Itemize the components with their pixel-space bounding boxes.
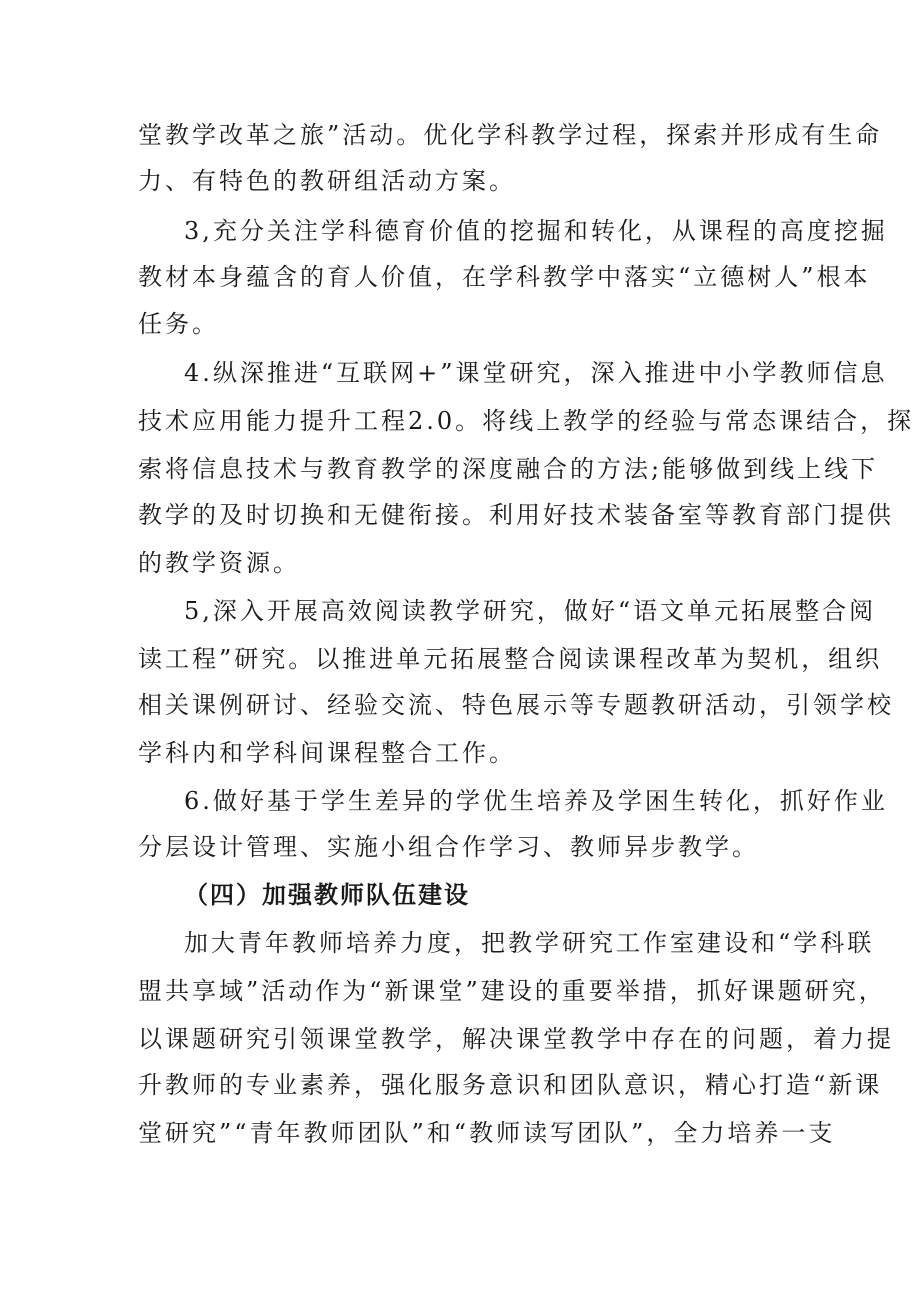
paragraph-start-line: 5,深入开展高效阅读教学研究，做好“语文单元拓展整合阅 xyxy=(184,597,877,625)
paragraph-start-line: 3,充分关注学科德育价值的挖掘和转化，从课程的高度挖掘 xyxy=(184,217,888,245)
text-line: 堂教学改革之旅”活动。优化学科教学过程，探索并形成有生命 xyxy=(138,121,883,149)
text-line: 索将信息技术与教育教学的深度融合的方法;能够做到线上线下 xyxy=(138,455,879,483)
text-line: 技术应用能力提升工程2.0。将线上教学的经验与常态课结合，探 xyxy=(138,407,915,435)
text-line: 的教学资源。 xyxy=(138,549,300,577)
text-line: 任务。 xyxy=(138,310,219,338)
text-line: 教学的及时切换和无健衔接。利用好技术装备室等教育部门提供 xyxy=(138,501,894,529)
paragraph-start-line: 6.做好基于学生差异的学优生培养及学困生转化，抓好作业 xyxy=(184,787,888,815)
paragraph-start-line: 4.纵深推进“互联网+”课堂研究，深入推进中小学教师信息 xyxy=(184,359,888,387)
text-line: 读工程”研究。以推进单元拓展整合阅读课程改革为契机，组织 xyxy=(138,645,883,673)
text-line: 相关课例研讨、经验交流、特色展示等专题教研活动，引领学校 xyxy=(138,691,894,719)
text-line: 堂研究”“青年教师团队”和“教师读写团队”，全力培养一支 xyxy=(138,1119,836,1147)
text-line: 学科内和学科间课程整合工作。 xyxy=(138,739,516,767)
text-line: 以课题研究引领课堂教学，解决课堂教学中存在的问题，着力提 xyxy=(138,1025,894,1053)
text-line: 力、有特色的教研组活动方案。 xyxy=(138,167,516,195)
paragraph-start-line: 加大青年教师培养力度，把教学研究工作室建设和“学科联 xyxy=(184,929,875,957)
text-line: 盟共享域”活动作为“新课堂”建设的重要举措，抓好课题研究， xyxy=(138,977,886,1005)
section-heading: （四）加强教师队伍建设 xyxy=(184,880,470,909)
text-line: 教材本身蕴含的育人价值，在学科教学中落实“立德树人”根本 xyxy=(138,263,871,291)
text-line: 分层设计管理、实施小组合作学习、教师异步教学。 xyxy=(138,833,759,861)
text-line: 升教师的专业素养，强化服务意识和团队意识，精心打造“新课 xyxy=(138,1071,883,1099)
